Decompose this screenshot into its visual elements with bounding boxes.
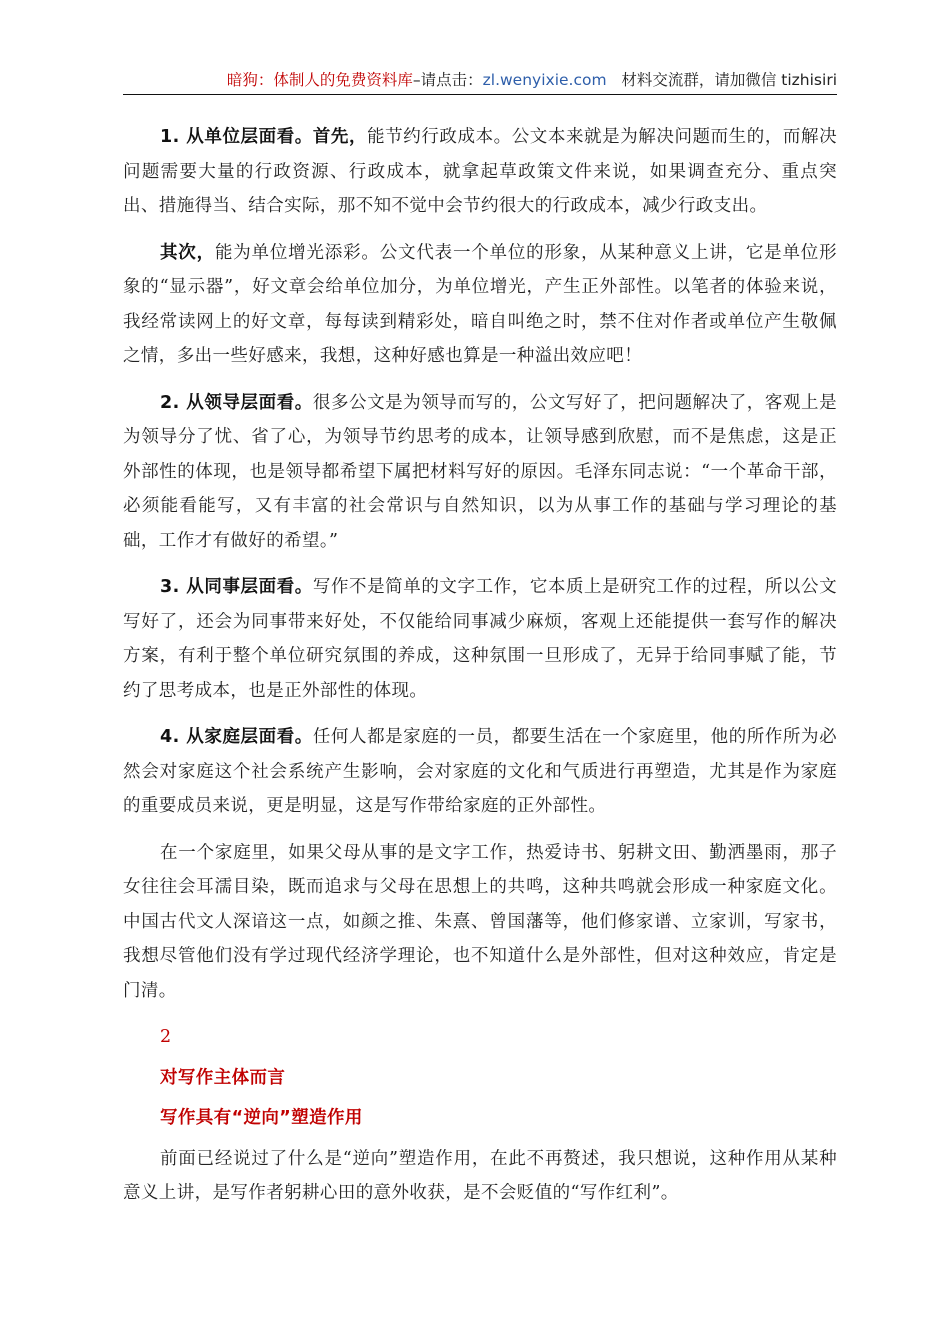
body-unit-level: 能节约行政成本。公文本来就是为解决问题而生的，而解决问题需要大量的行政资源、行政成本，就拿起草政策文件来说，如果调查充分、重点突出、措施得当、结合实际，那不知不觉中会节约很大的行政成本，减少行政支出。 (123, 127, 837, 216)
paragraph-family-level (123, 720, 837, 824)
document-body (123, 120, 837, 1223)
header-link[interactable]: zl.wenyixie.com (482, 71, 607, 89)
page-header (123, 68, 837, 95)
paragraph-leader-level (123, 386, 837, 559)
header-click-prompt: –请点击： (412, 71, 483, 89)
paragraph-final: 前面已经说过了什么是“逆向”塑造作用，在此不再赘述，我只想说，这种作用从某种意义上讲，是写作者躬耕心田的意外收获，是不会贬值的“写作红利”。 (123, 1148, 837, 1203)
lead-leader-level: 2. 从领导层面看。 (160, 392, 313, 413)
header-wechat: 材料交流群，请加微信 tizhisiri (606, 71, 837, 89)
lead-secondly: 其次， (160, 242, 215, 263)
header-site-name: 暗狗：体制人的免费资料库 (226, 71, 413, 89)
section-heading-1: 对写作主体而言 (160, 1067, 286, 1088)
body-family-level: 任何人都是家庭的一员，都要生活在一个家庭里，他的所作所为必然会对家庭这个社会系统产生影响，会对家庭的文化和气质进行再塑造，尤其是作为家庭的重要成员来说，更是明显，这是写作带给家庭的正外部性。 (123, 727, 837, 816)
body-leader-level: 很多公文是为领导而写的，公文写好了，把问题解决了，客观上是为领导分了忧、省了心，为领导节约思考的成本，让领导感到欣慰，而不是焦虑，这是正外部性的体现，也是领导都希望下属把材料写好的原因。毛泽东同志说：“一个革命干部，必须能看能写，又有丰富的社会常识与自然知识，以为从事工作的基础与学习理论的基础，工作才有做好的希望。” (123, 392, 837, 551)
section-number: 2 (160, 1027, 172, 1047)
body-secondly: 能为单位增光添彩。公文代表一个单位的形象，从某种意义上讲，它是单位形象的“显示器”，好文章会给单位加分，为单位增光，产生正外部性。以笔者的体验来说，我经常读网上的好文章，每每读到精彩处，暗自叫绝之时，禁不住对作者或单位产生敬佩之情，多出一些好感来，我想，这种好感也算是一种溢出效应吧！ (123, 242, 837, 366)
body-family-culture: 在一个家庭里，如果父母从事的是文字工作，热爱诗书、躬耕文田、勤洒墨雨，那子女往往会耳濡目染，既而追求与父母在思想上的共鸣，这种共鸣就会形成一种家庭文化。中国古代文人深谙这一点，如颜之推、朱熹、曾国藩等，他们修家谱、立家训，写家书，我想尽管他们没有学过现代经济学理论，也不知道什么是外部性，但对这种效应，肯定是门清。 (123, 842, 837, 1001)
paragraph-unit-level (123, 120, 837, 224)
lead-unit-level: 1. 从单位层面看。首先， (160, 127, 368, 147)
section-heading-2: 写作具有“逆向”塑造作用 (160, 1108, 363, 1128)
lead-colleague-level: 3. 从同事层面看。 (160, 577, 313, 597)
paragraph-colleague-level (123, 570, 837, 708)
paragraph-secondly (123, 236, 837, 374)
paragraph-family-culture (123, 836, 837, 1009)
body-colleague-level: 写作不是简单的文字工作，它本质上是研究工作的过程，所以公文写好了，还会为同事带来好处，不仅能给同事减少麻烦，客观上还能提供一套写作的解决方案，有利于整个单位研究氛围的养成，这种氛围一旦形成了，无异于给同事赋了能，节约了思考成本，也是正外部性的体现。 (123, 577, 837, 701)
lead-family-level: 4. 从家庭层面看。 (160, 727, 313, 747)
